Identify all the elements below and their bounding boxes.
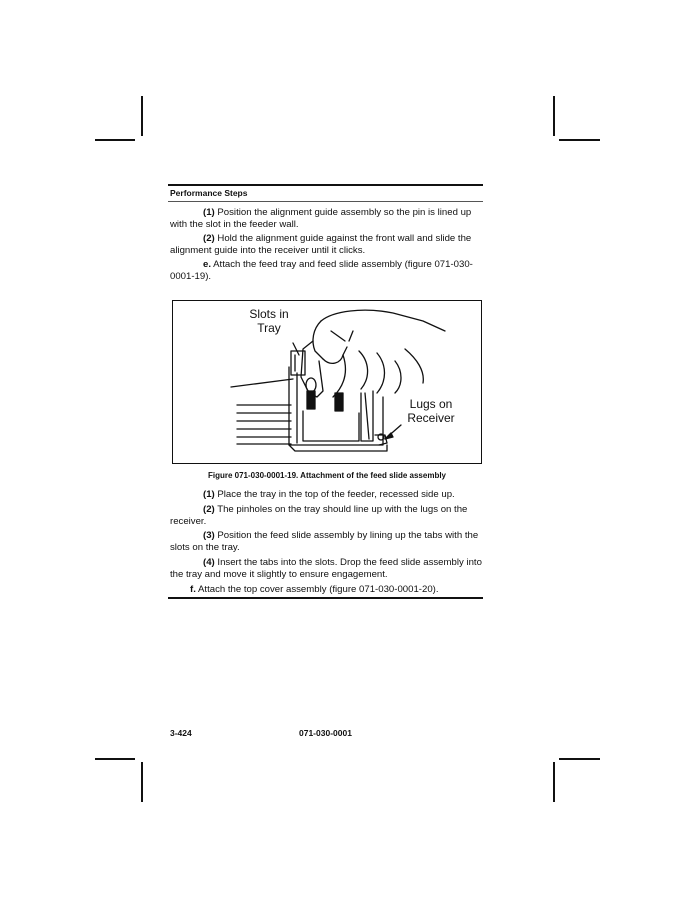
step-4-insert-tabs [170,557,482,580]
step-number: (2) [203,504,215,515]
header-rule-bottom [168,201,483,202]
step-number: (3) [203,530,215,541]
step-letter: e. [203,259,212,270]
step-letter: f. [190,584,196,595]
header-rule-top [168,184,483,186]
callout-line: Slots in [249,307,289,321]
step-1-position-guide [170,207,482,230]
step-2-hold-guide [170,233,482,256]
step-text: Attach the top cover assembly (figure 071-030-0001-20). [195,584,439,595]
step-text: Hold the alignment guide against the front wall and slide the alignment guide into the receiver until it clicks. [170,233,472,256]
section-title: Performance Steps [170,188,248,198]
step-text: Insert the tabs into the slots. Drop the feed slide assembly into the tray and move it slightly to ensure engagement. [170,557,482,580]
step-1-place-tray [170,489,482,501]
step-2-pinholes [170,504,482,527]
step-3-position-slide [170,530,482,553]
step-number: (4) [203,557,215,568]
crop-mark-top-right-v [553,96,555,136]
step-number: (1) [203,489,215,500]
crop-mark-bottom-left-v [141,762,143,802]
callout-line: Receiver [407,411,455,425]
doc-number: 071-030-0001 [299,728,352,738]
callout-slots-in-tray [239,307,299,335]
crop-mark-bottom-left-h [95,758,135,760]
step-text: Place the tray in the top of the feeder, recessed side up. [214,489,455,500]
step-f-attach-top-cover [170,584,482,596]
crop-mark-top-right-h [559,139,600,141]
figure-caption: Figure 071-030-0001-19. Attachment of the feed slide assembly [207,471,446,480]
step-number: (1) [203,207,215,218]
step-number: (2) [203,233,215,244]
section-end-rule [168,597,483,599]
step-e-attach-feed-tray [170,259,482,282]
crop-mark-top-left-h [95,139,135,141]
crop-mark-top-left-v [141,96,143,136]
crop-mark-bottom-right-h [559,758,600,760]
step-text: Position the alignment guide assembly so the pin is lined up with the slot in the feeder wall. [170,207,472,230]
crop-mark-bottom-right-v [553,762,555,802]
step-text: Position the feed slide assembly by lining up the tabs with the slots on the tray. [170,530,479,553]
callout-lugs-on-receiver [399,397,463,425]
feed-slide-assembly-illustration [173,301,480,462]
page-number: 3-424 [170,728,192,738]
step-text: The pinholes on the tray should line up with the lugs on the receiver. [170,504,468,527]
callout-line: Lugs on [409,397,453,411]
step-text: Attach the feed tray and feed slide assembly (figure 071-030-0001-19). [170,259,473,282]
figure-frame [172,300,482,464]
callout-line: Tray [257,321,281,335]
